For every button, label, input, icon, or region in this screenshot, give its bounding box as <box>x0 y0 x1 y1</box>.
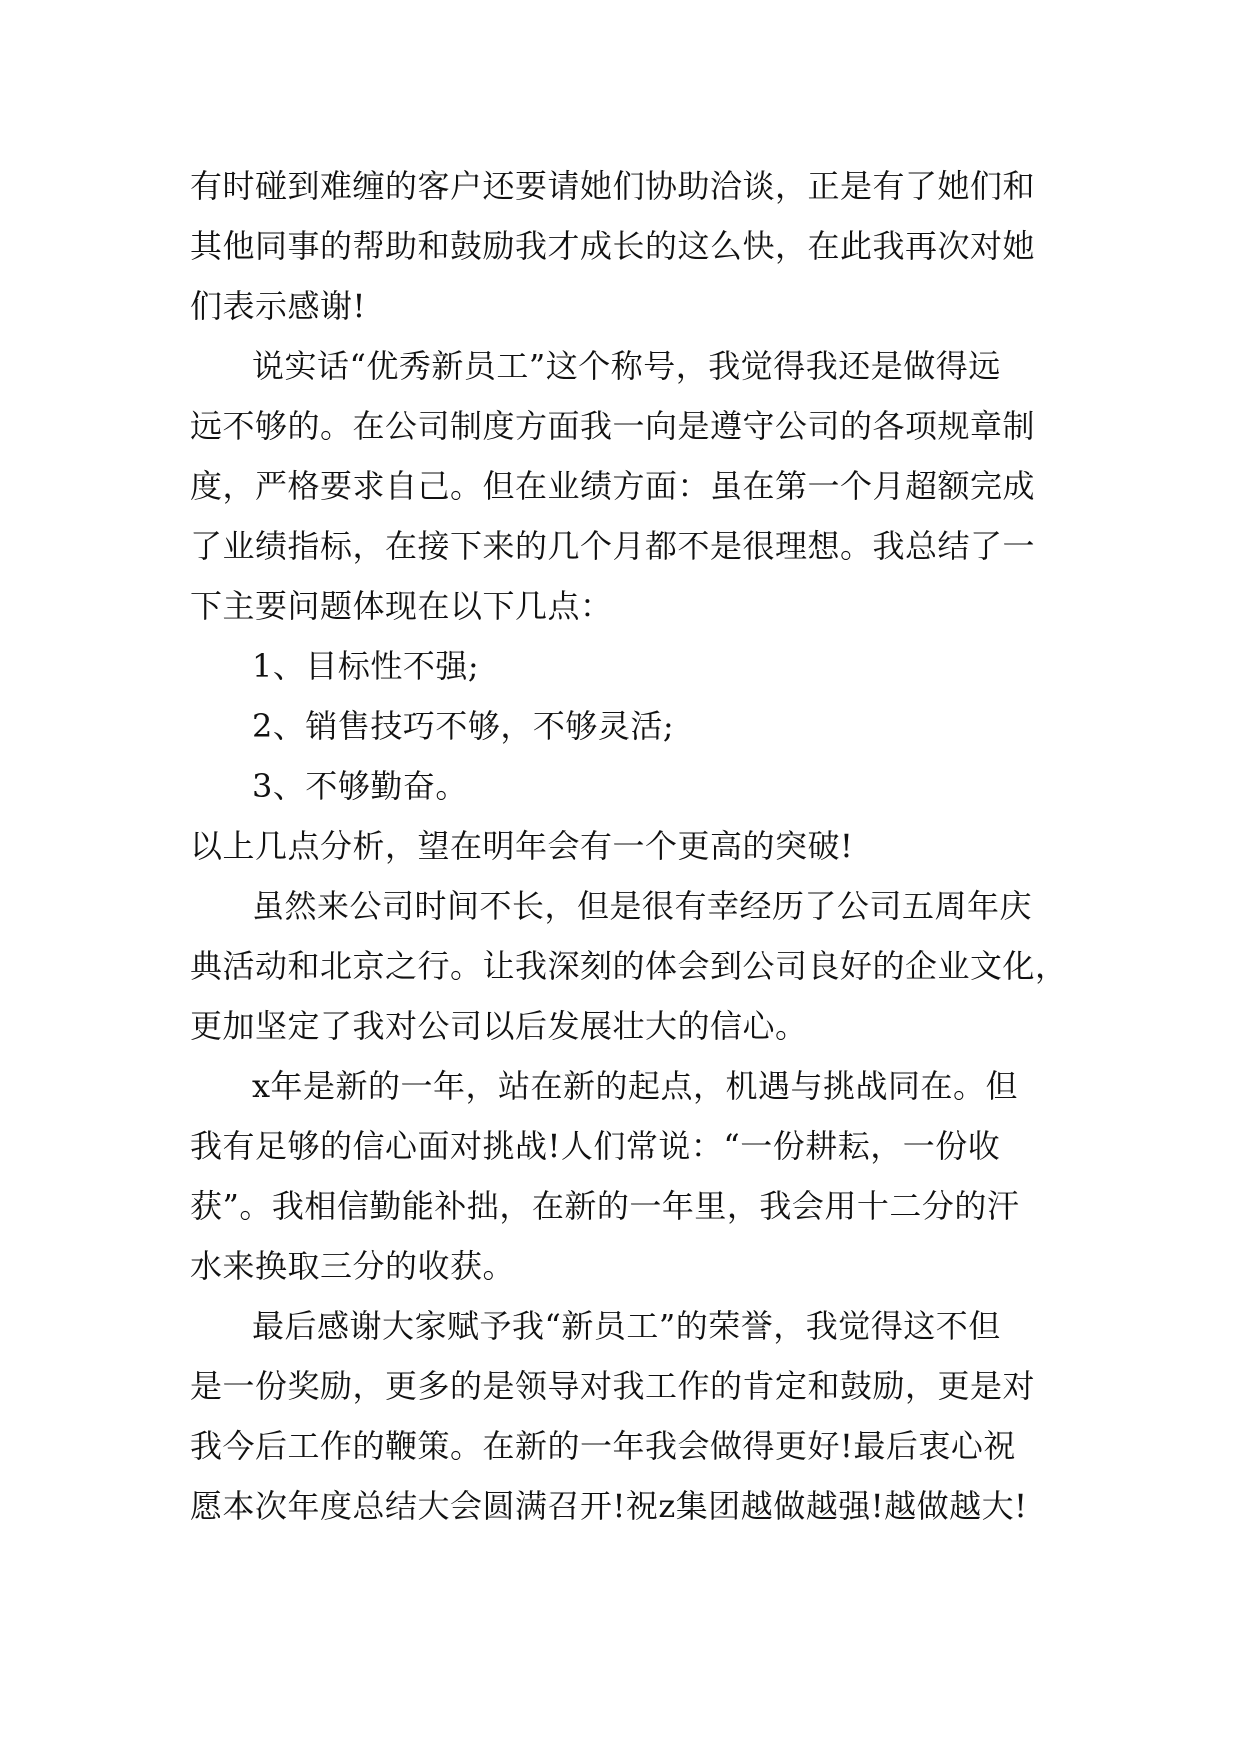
text-line: 水来换取三分的收获。 <box>190 1247 516 1285</box>
list-item: 1、目标性不强; <box>252 647 480 685</box>
list-item: 2、销售技巧不够，不够灵活; <box>252 707 675 745</box>
text-line: 获”。我相信勤能补拙，在新的一年里，我会用十二分的汗 <box>190 1187 1020 1225</box>
text-line: 远不够的。在公司制度方面我一向是遵守公司的各项规章制 <box>190 407 1036 445</box>
text-line: 是一份奖励，更多的是领导对我工作的肯定和鼓励，更是对 <box>190 1367 1036 1405</box>
text-line: 我今后工作的鞭策。在新的一年我会做得更好!最后衷心祝 <box>190 1427 1016 1465</box>
text-line: 虽然来公司时间不长，但是很有幸经历了公司五周年庆 <box>252 887 1033 925</box>
text-line: 度，严格要求自己。但在业绩方面：虽在第一个月超额完成 <box>190 467 1036 505</box>
text-line: 们表示感谢! <box>190 287 366 325</box>
text-line: 下主要问题体现在以下几点： <box>190 587 613 625</box>
list-item: 3、不够勤奋。 <box>252 767 468 805</box>
text-line: 典活动和北京之行。让我深刻的体会到公司良好的企业文化， <box>190 947 1068 985</box>
text-line: 其他同事的帮助和鼓励我才成长的这么快，在此我再次对她 <box>190 227 1036 265</box>
text-line: x年是新的一年，站在新的起点，机遇与挑战同在。但 <box>252 1067 1019 1105</box>
text-line: 说实话“优秀新员工”这个称号，我觉得我还是做得远 <box>252 347 1001 385</box>
text-line: 愿本次年度总结大会圆满召开!祝z集团越做越强!越做越大! <box>190 1487 1028 1525</box>
text-line: 我有足够的信心面对挑战!人们常说：“一份耕耘，一份收 <box>190 1127 1001 1165</box>
text-line: 最后感谢大家赋予我“新员工”的荣誉，我觉得这不但 <box>252 1307 1001 1345</box>
text-line: 以上几点分析，望在明年会有一个更高的突破! <box>190 827 854 865</box>
text-line: 了业绩指标，在接下来的几个月都不是很理想。我总结了一 <box>190 527 1036 565</box>
text-line: 有时碰到难缠的客户还要请她们协助洽谈，正是有了她们和 <box>190 167 1036 205</box>
text-line: 更加坚定了我对公司以后发展壮大的信心。 <box>190 1007 808 1045</box>
